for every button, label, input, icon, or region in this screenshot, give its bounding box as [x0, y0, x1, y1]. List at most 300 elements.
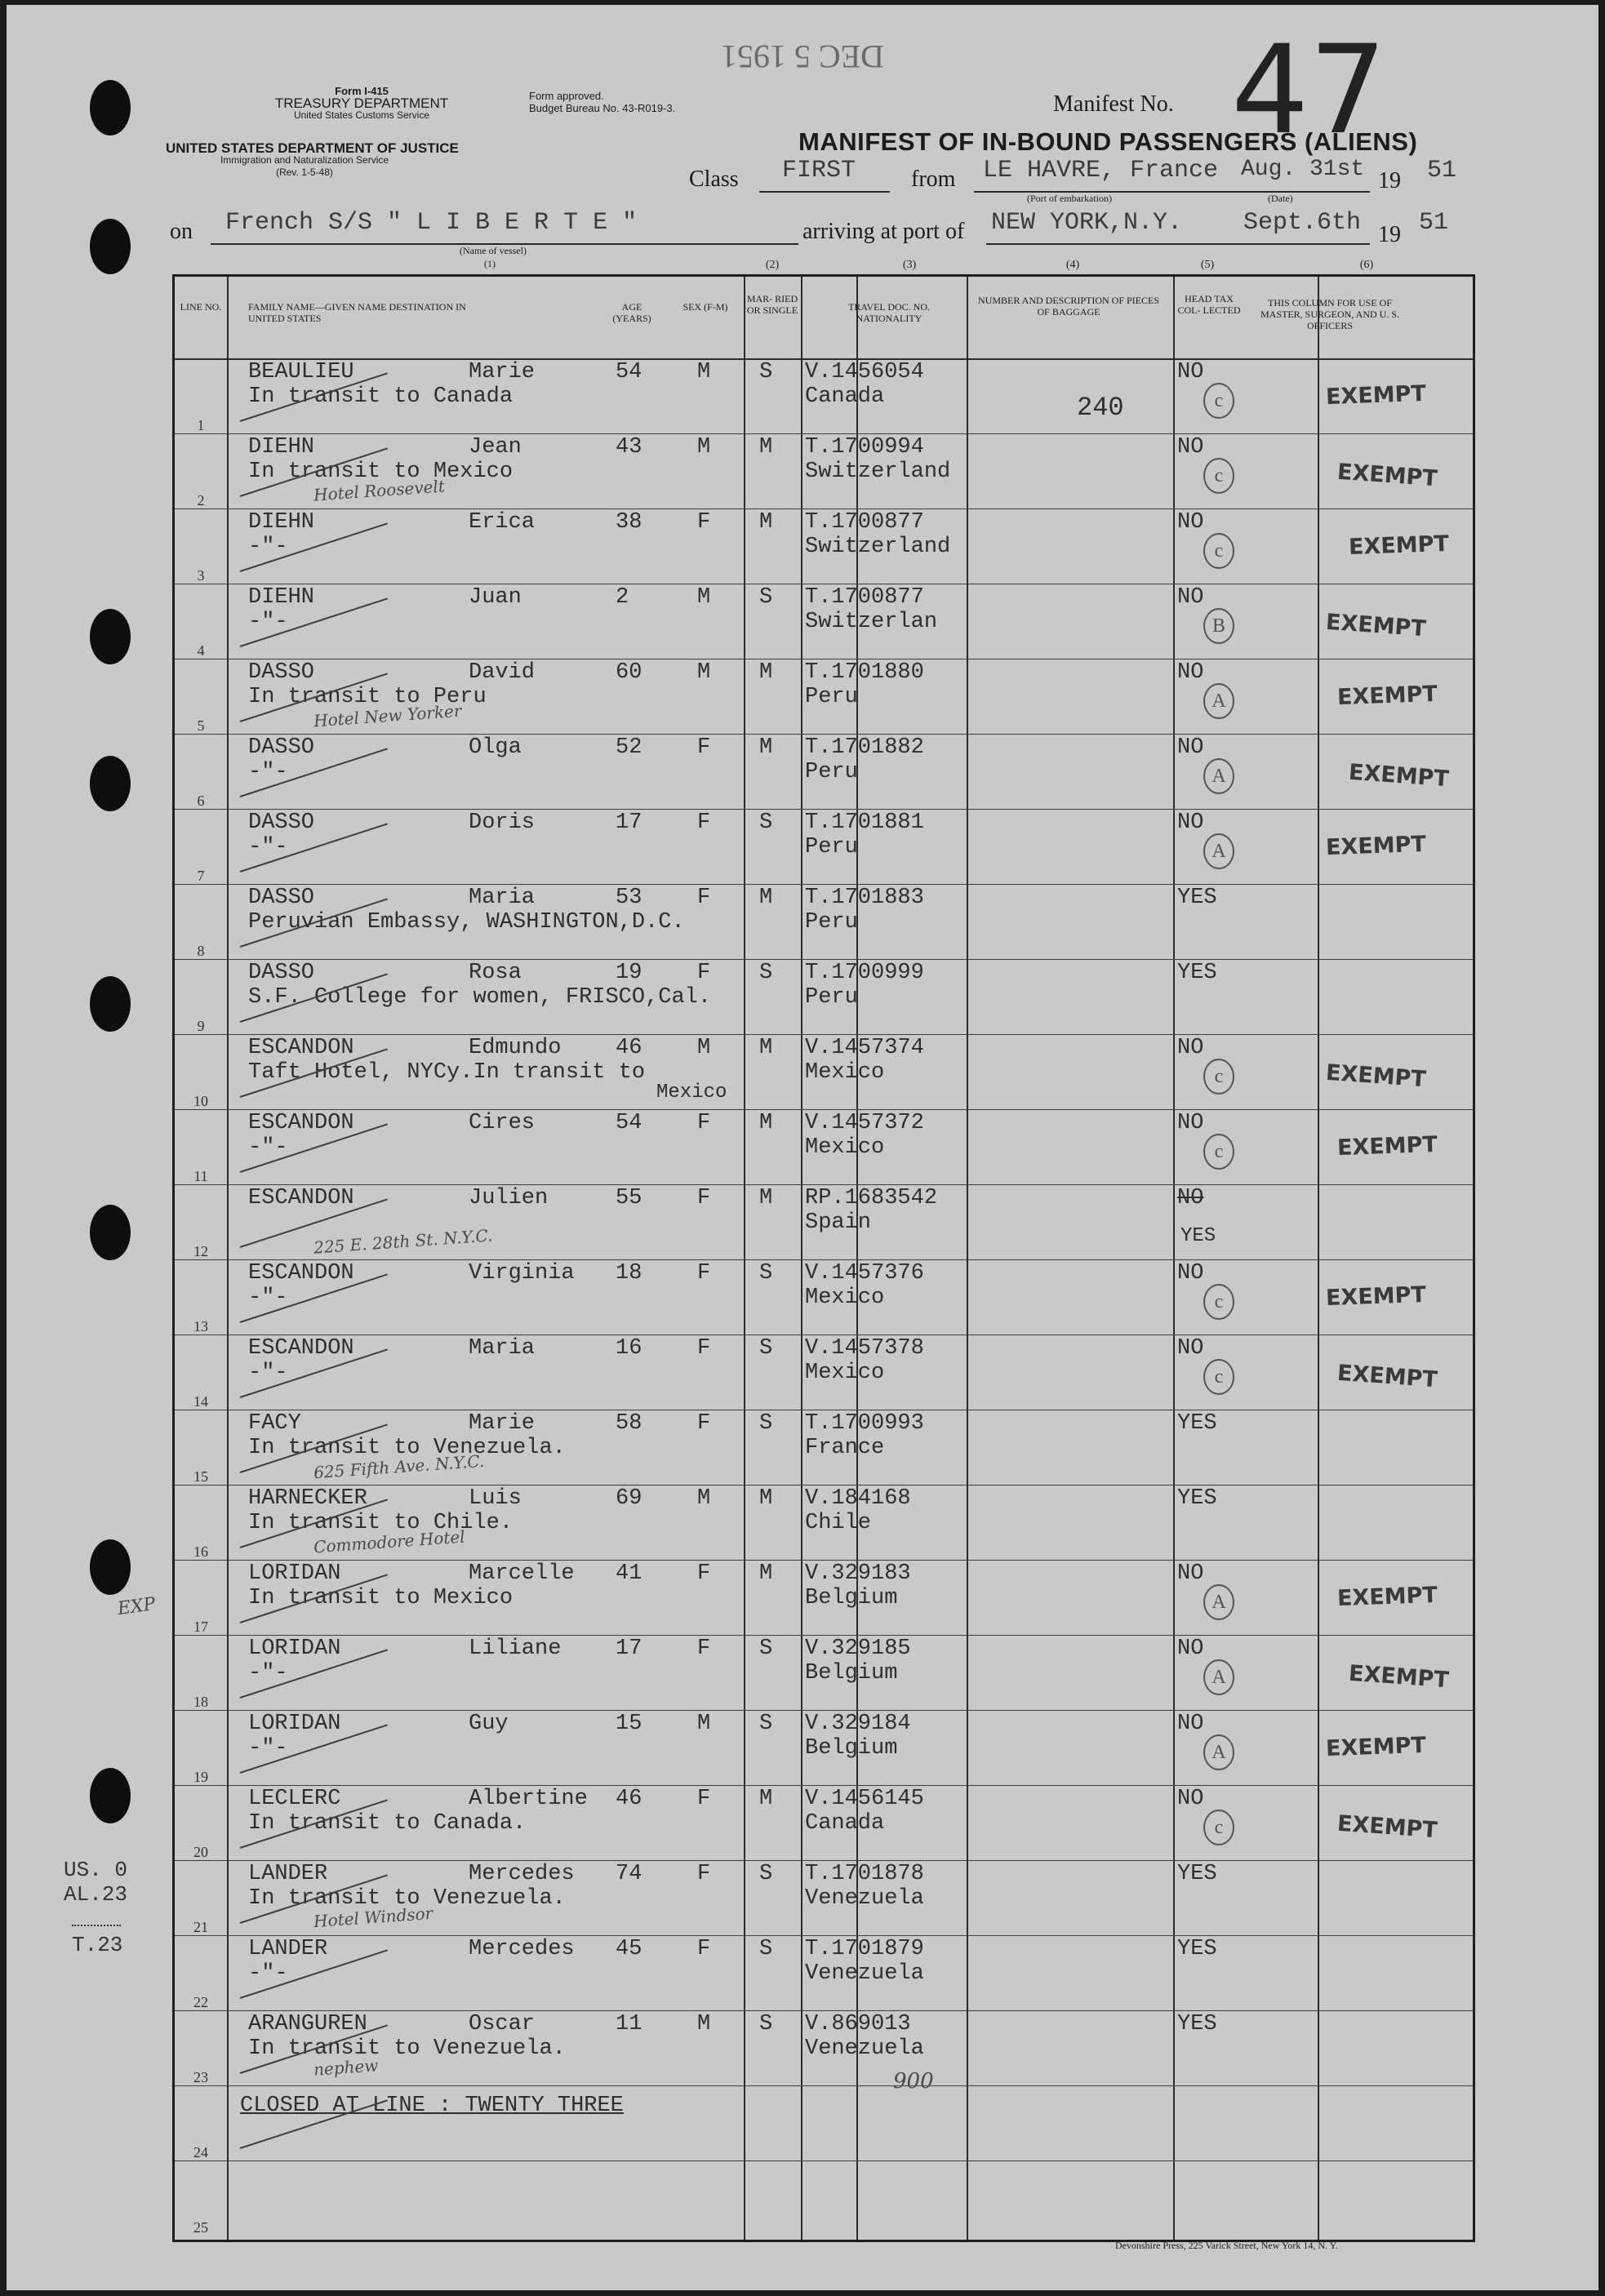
- form-id: Form I-415: [335, 85, 389, 97]
- head-tax: YES: [1177, 886, 1217, 910]
- head-tax: NO: [1177, 1261, 1204, 1286]
- year-suffix-2: 51: [1419, 209, 1449, 237]
- row-divider: [175, 1184, 1473, 1185]
- given-name: Maria: [469, 1336, 536, 1361]
- sex: F: [697, 810, 711, 835]
- head-tax: NO: [1177, 1712, 1204, 1736]
- age: 38: [616, 510, 642, 535]
- table-row: [175, 1785, 1473, 1860]
- exempt-stamp: EXEMPT: [1336, 1131, 1438, 1161]
- table-row: [175, 1259, 1473, 1335]
- destination: Peruvian Embassy, WASHINGTON,D.C.: [248, 910, 685, 935]
- family-name: ARANGUREN: [248, 2012, 367, 2036]
- margin-tally-1: US. 0: [64, 1858, 128, 1882]
- nationality: Spain: [805, 1210, 872, 1235]
- travel-doc-number: T.1700877: [805, 585, 924, 610]
- from-port: LE HAVRE, France: [983, 157, 1219, 184]
- destination: In transit to Mexico: [248, 1586, 514, 1610]
- marital-status: M: [759, 1787, 773, 1811]
- destination: -"-: [248, 535, 288, 559]
- given-name: Mercedes: [469, 1937, 575, 1961]
- col-head-tax: HEAD TAX COL- LECTED: [1177, 293, 1241, 316]
- age: 60: [616, 660, 642, 685]
- table-row: [175, 1184, 1473, 1259]
- head-tax: YES: [1177, 961, 1217, 985]
- row-divider: [175, 809, 1473, 810]
- age: 15: [616, 1712, 642, 1736]
- destination: -"-: [248, 1361, 288, 1385]
- row-divider: [175, 508, 1473, 509]
- inspection-mark: A: [1203, 1734, 1234, 1770]
- arriving-label: arriving at port of: [802, 219, 965, 244]
- handwritten-note: Hotel Roosevelt: [313, 476, 446, 505]
- row-divider: [175, 1860, 1473, 1861]
- table-row: [175, 884, 1473, 959]
- travel-doc-number: V.1456145: [805, 1787, 924, 1811]
- sex: F: [697, 1787, 711, 1811]
- travel-doc-number: V.1457376: [805, 1261, 924, 1286]
- revision: (Rev. 1-5-48): [276, 167, 333, 178]
- nationality: Switzerland: [805, 460, 951, 484]
- inspection-mark: c: [1203, 1134, 1234, 1170]
- head-tax: NO: [1177, 1111, 1204, 1135]
- nationality: Venezuela: [805, 1961, 924, 1986]
- sex: F: [697, 1862, 711, 1886]
- marital-status: M: [759, 1036, 773, 1060]
- exempt-stamp: EXEMPT: [1336, 1360, 1438, 1393]
- travel-doc-number: V.329183: [805, 1561, 911, 1586]
- table-row: [175, 1485, 1473, 1560]
- manifest-sheet: [7, 5, 1598, 2290]
- family-name: HARNECKER: [248, 1486, 367, 1511]
- family-name: LORIDAN: [248, 1561, 341, 1586]
- col-number: (2): [765, 259, 780, 271]
- marital-status: M: [759, 1111, 773, 1135]
- family-name: LANDER: [248, 1862, 328, 1886]
- head-tax: NO: [1177, 1561, 1204, 1586]
- sex: F: [697, 1111, 711, 1135]
- marital-status: M: [759, 660, 773, 685]
- line-number: 10: [193, 1093, 208, 1109]
- head-tax: NO: [1177, 735, 1204, 760]
- exempt-stamp: EXEMPT: [1348, 759, 1450, 793]
- from-label: from: [911, 167, 956, 192]
- travel-doc-number: V.329185: [805, 1637, 911, 1661]
- row-divider: [175, 884, 1473, 885]
- age: 46: [616, 1787, 642, 1811]
- handwritten-note: Hotel Windsor: [313, 1903, 433, 1932]
- inspection-mark: c: [1203, 533, 1234, 569]
- sex: F: [697, 1937, 711, 1961]
- age: 45: [616, 1937, 642, 1961]
- table-row: [175, 358, 1473, 433]
- passenger-table: [172, 259, 1475, 2242]
- table-row: [175, 1710, 1473, 1785]
- destination: -"-: [248, 1736, 288, 1761]
- inspection-mark: A: [1203, 833, 1234, 869]
- marital-status: S: [759, 1712, 773, 1736]
- row-divider: [175, 2010, 1473, 2011]
- handwritten-note: Commodore Hotel: [313, 1526, 466, 1557]
- line-number: 24: [193, 2144, 208, 2161]
- marital-status: S: [759, 1862, 773, 1886]
- vessel-name: French S/S " L I B E R T E ": [225, 209, 638, 237]
- travel-doc-number: T.1701883: [805, 886, 924, 910]
- destination-continued: Mexico: [656, 1081, 727, 1104]
- exempt-stamp: EXEMPT: [1336, 1582, 1438, 1612]
- line-number: 21: [193, 1919, 208, 1935]
- given-name: Luis: [469, 1486, 522, 1511]
- travel-doc-number: V.329184: [805, 1712, 911, 1736]
- line-number: 17: [193, 1619, 208, 1635]
- table-row: [175, 959, 1473, 1034]
- col-head-baggage: NUMBER AND DESCRIPTION OF PIECES OF BAGGAGE: [977, 295, 1160, 318]
- marital-status: S: [759, 585, 773, 610]
- year-prefix-1: 19: [1378, 168, 1401, 193]
- sex: M: [697, 585, 711, 610]
- ins-service: Immigration and Naturalization Service: [220, 154, 389, 166]
- given-name: Oscar: [469, 2012, 536, 2036]
- arrival-underline: [986, 243, 1370, 245]
- inspection-mark: A: [1203, 1584, 1234, 1620]
- table-row: [175, 1109, 1473, 1184]
- inspection-mark: c: [1203, 458, 1234, 494]
- departure-date: Aug. 31st: [1241, 157, 1365, 182]
- given-name: Julien: [469, 1186, 549, 1210]
- table-row: [175, 1560, 1473, 1635]
- customs-service: United States Customs Service: [293, 109, 430, 121]
- inspection-mark: A: [1203, 758, 1234, 794]
- line-number: 1: [197, 417, 205, 433]
- table-row: [175, 584, 1473, 659]
- nationality: Peru: [805, 835, 858, 859]
- travel-doc-number: T.1700993: [805, 1411, 924, 1436]
- destination: -"-: [248, 610, 288, 634]
- marital-status: M: [759, 510, 773, 535]
- age: 46: [616, 1036, 642, 1060]
- row-divider: [175, 1485, 1473, 1486]
- given-name: Guy: [469, 1712, 509, 1736]
- margin-tally-2: AL.23: [64, 1882, 128, 1907]
- family-name: DIEHN: [248, 435, 315, 460]
- family-name: DIEHN: [248, 585, 315, 610]
- margin-exp-note: EXP: [116, 1593, 158, 1620]
- handwritten-note: Hotel New Yorker: [313, 700, 463, 731]
- printer-footer: Devonshire Press, 225 Varick Street, New York 14, N. Y.: [1115, 2240, 1338, 2251]
- exempt-stamp: EXEMPT: [1325, 1059, 1427, 1093]
- given-name: Marcelle: [469, 1561, 575, 1586]
- destination: -"-: [248, 1961, 288, 1986]
- travel-doc-number: V.1457372: [805, 1111, 924, 1135]
- table-row: [175, 508, 1473, 584]
- travel-doc-number: T.1701882: [805, 735, 924, 760]
- family-name: DASSO: [248, 735, 315, 760]
- col-head-age: AGE (YEARS): [612, 301, 651, 324]
- family-name: BEAULIEU: [248, 360, 354, 384]
- nationality: Belgium: [805, 1661, 898, 1685]
- table-row: [175, 433, 1473, 508]
- line-number: 22: [193, 1994, 208, 2010]
- col-number: (4): [1065, 259, 1080, 271]
- sex: M: [697, 1486, 711, 1511]
- given-name: Virginia: [469, 1261, 575, 1286]
- given-name: Doris: [469, 810, 536, 835]
- family-name: FACY: [248, 1411, 301, 1436]
- head-tax: NO: [1177, 510, 1204, 535]
- sex: M: [697, 435, 711, 460]
- family-name: ESCANDON: [248, 1261, 354, 1286]
- marital-status: M: [759, 435, 773, 460]
- row-divider: [175, 959, 1473, 960]
- age: 17: [616, 1637, 642, 1661]
- binder-hole: [90, 756, 131, 811]
- exempt-stamp: EXEMPT: [1336, 459, 1438, 492]
- line-number: 7: [197, 868, 205, 884]
- binder-hole: [90, 1205, 131, 1260]
- year-prefix-2: 19: [1378, 222, 1401, 247]
- family-name: LORIDAN: [248, 1637, 341, 1661]
- col-head-travel: TRAVEL DOC. NO. NATIONALITY: [847, 301, 930, 324]
- marital-status: M: [759, 735, 773, 760]
- age: 52: [616, 735, 642, 760]
- binder-hole: [90, 1768, 131, 1823]
- row-divider: [175, 734, 1473, 735]
- nationality: Canada: [805, 1811, 885, 1836]
- nationality: Switzerland: [805, 535, 951, 559]
- margin-tally-3: T.23: [72, 1933, 123, 1957]
- destination: In transit to Venezuela.: [248, 1886, 566, 1911]
- destination: In transit to Canada: [248, 384, 514, 409]
- inspection-mark: c: [1203, 1359, 1234, 1395]
- family-name: DASSO: [248, 810, 315, 835]
- nationality: France: [805, 1436, 885, 1460]
- inspection-mark: c: [1203, 1059, 1234, 1095]
- nationality: Belgium: [805, 1736, 898, 1761]
- travel-doc-number: T.1701878: [805, 1862, 924, 1886]
- age: 18: [616, 1261, 642, 1286]
- line-number: 25: [193, 2219, 208, 2236]
- given-name: Liliane: [469, 1637, 562, 1661]
- row-divider: [175, 1109, 1473, 1110]
- given-name: Cires: [469, 1111, 536, 1135]
- row-divider: [175, 1560, 1473, 1561]
- col-head-sex: SEX (F-M): [682, 301, 728, 313]
- inspection-mark: c: [1203, 1284, 1234, 1320]
- binder-hole: [90, 609, 131, 664]
- line-number: 15: [193, 1468, 208, 1485]
- line-number: 5: [197, 717, 205, 734]
- line-number: 9: [197, 1018, 205, 1034]
- exempt-stamp: EXEMPT: [1325, 380, 1427, 411]
- age: 74: [616, 1862, 642, 1886]
- destination: -"-: [248, 835, 288, 859]
- head-tax: YES: [1177, 2012, 1217, 2036]
- head-tax: NO: [1177, 1637, 1204, 1661]
- family-name: DIEHN: [248, 510, 315, 535]
- exempt-stamp: EXEMPT: [1348, 1660, 1450, 1694]
- travel-doc-number: V.869013: [805, 2012, 911, 2036]
- col-head-married: MAR- RIED OR SINGLE: [746, 293, 798, 316]
- marital-status: M: [759, 1186, 773, 1210]
- age: 19: [616, 961, 642, 985]
- given-name: Mercedes: [469, 1862, 575, 1886]
- marital-status: S: [759, 810, 773, 835]
- line-number: 2: [197, 492, 205, 508]
- given-name: Erica: [469, 510, 536, 535]
- nationality: Venezuela: [805, 2036, 924, 2061]
- received-date-stamp: DEC 5 1951: [721, 38, 884, 75]
- sex: F: [697, 1186, 711, 1210]
- family-name: LECLERC: [248, 1787, 341, 1811]
- row-divider: [175, 2085, 1473, 2086]
- line-number: 20: [193, 1844, 208, 1860]
- arrival-port: NEW YORK,N.Y.: [991, 209, 1183, 237]
- nationality: Peru: [805, 910, 858, 935]
- nationality: Switzerlan: [805, 610, 938, 634]
- age: 69: [616, 1486, 642, 1511]
- marital-status: M: [759, 1561, 773, 1586]
- age: 54: [616, 1111, 642, 1135]
- line-number: 4: [197, 642, 205, 659]
- exempt-stamp: EXEMPT: [1336, 681, 1438, 711]
- arrival-date: Sept.6th: [1243, 209, 1362, 237]
- row-divider: [175, 1710, 1473, 1711]
- col-head-officers: THIS COLUMN FOR USE OF MASTER, SURGEON, AND U. S. OFFICERS: [1260, 297, 1400, 331]
- table-row: [175, 1635, 1473, 1710]
- class-underline: [759, 191, 890, 193]
- marital-status: M: [759, 1486, 773, 1511]
- manifest-title: MANIFEST OF IN-BOUND PASSENGERS (ALIENS): [798, 127, 1418, 156]
- sex: M: [697, 1712, 711, 1736]
- age: 11: [616, 2012, 642, 2036]
- marital-status: M: [759, 886, 773, 910]
- inspection-mark: c: [1203, 383, 1234, 419]
- marital-status: S: [759, 2012, 773, 2036]
- sex: F: [697, 510, 711, 535]
- justice-dept: UNITED STATES DEPARTMENT OF JUSTICE: [166, 140, 459, 156]
- exempt-stamp: EXEMPT: [1325, 1281, 1427, 1312]
- handwritten-note: 225 E. 28th St. N.Y.C.: [313, 1225, 494, 1258]
- given-name: Marie: [469, 360, 536, 384]
- head-tax: YES: [1177, 1862, 1217, 1886]
- vessel-col-number: (1): [484, 258, 496, 269]
- vessel-caption: (Name of vessel): [460, 245, 527, 256]
- col-number: (3): [902, 259, 917, 271]
- nationality: Peru: [805, 985, 858, 1010]
- date-caption: (Date): [1268, 193, 1293, 204]
- sex: F: [697, 886, 711, 910]
- destination: Taft Hotel, NYCy.In transit to: [248, 1060, 646, 1085]
- line-number: 12: [193, 1243, 208, 1259]
- age: 53: [616, 886, 642, 910]
- form-header: [243, 85, 480, 122]
- binder-hole: [90, 1539, 131, 1595]
- line-number: 16: [193, 1543, 208, 1560]
- sex: F: [697, 1411, 711, 1436]
- nationality: Peru: [805, 685, 858, 709]
- exempt-stamp: EXEMPT: [1325, 609, 1427, 642]
- age: 41: [616, 1561, 642, 1586]
- given-name: Albertine: [469, 1787, 588, 1811]
- table-row: [175, 2010, 1473, 2085]
- sex: F: [697, 1637, 711, 1661]
- sex: M: [697, 360, 711, 384]
- baggage-count: 240: [1077, 393, 1124, 423]
- head-tax: NO: [1177, 1186, 1204, 1210]
- table-row: [175, 734, 1473, 809]
- marital-status: S: [759, 1937, 773, 1961]
- table-row: [175, 2161, 1473, 2236]
- line-number: 14: [193, 1393, 208, 1410]
- sex: F: [697, 735, 711, 760]
- manifest-number-label: Manifest No.: [1053, 91, 1174, 117]
- nationality: Canada: [805, 384, 885, 409]
- family-name: DASSO: [248, 660, 315, 685]
- inspection-mark: A: [1203, 1659, 1234, 1695]
- marital-status: S: [759, 1411, 773, 1436]
- head-tax: NO: [1177, 810, 1204, 835]
- given-name: Jean: [469, 435, 522, 460]
- table-row: [175, 1410, 1473, 1485]
- row-divider: [175, 1935, 1473, 1936]
- budget-number: Budget Bureau No. 43-R019-3.: [529, 102, 676, 114]
- manifest-number: 47: [1231, 20, 1387, 162]
- nationality: Belgium: [805, 1586, 898, 1610]
- col-head-name: FAMILY NAME—GIVEN NAME DESTINATION IN UNITED STATES: [248, 301, 466, 324]
- exempt-stamp: EXEMPT: [1336, 1810, 1438, 1844]
- line-number: 19: [193, 1769, 208, 1785]
- table-row: [175, 659, 1473, 734]
- class-label: Class: [689, 167, 739, 192]
- age: 2: [616, 585, 629, 610]
- sex: M: [697, 2012, 711, 2036]
- line-number: 3: [197, 567, 205, 584]
- family-name: ESCANDON: [248, 1111, 354, 1135]
- age: 54: [616, 360, 642, 384]
- line-number: 11: [193, 1168, 208, 1184]
- destination: In transit to Peru: [248, 685, 487, 709]
- destination: -"-: [248, 760, 288, 784]
- nationality: Mexico: [805, 1135, 885, 1160]
- travel-doc-number: V.1456054: [805, 360, 924, 384]
- travel-doc-number: V.184168: [805, 1486, 911, 1511]
- handwritten-note: nephew: [313, 2055, 380, 2080]
- given-name: Rosa: [469, 961, 522, 985]
- family-name: LANDER: [248, 1937, 328, 1961]
- line-number: 6: [197, 793, 205, 809]
- table-row: [175, 1935, 1473, 2010]
- sex: F: [697, 1336, 711, 1361]
- destination: In transit to Chile.: [248, 1511, 514, 1535]
- binder-hole: [90, 80, 131, 135]
- destination: S.F. College for women, FRISCO,Cal.: [248, 985, 712, 1010]
- sex: F: [697, 1261, 711, 1286]
- nationality: Chile: [805, 1511, 872, 1535]
- nationality: Mexico: [805, 1361, 885, 1385]
- row-divider: [175, 1259, 1473, 1260]
- sex: M: [697, 660, 711, 685]
- table-row: [175, 1335, 1473, 1410]
- head-tax: NO: [1177, 660, 1204, 685]
- head-tax: NO: [1177, 1787, 1204, 1811]
- marital-status: S: [759, 360, 773, 384]
- destination: In transit to Mexico: [248, 460, 514, 484]
- inspection-mark: B: [1203, 608, 1234, 644]
- family-name: ESCANDON: [248, 1186, 354, 1210]
- age: 43: [616, 435, 642, 460]
- marital-status: S: [759, 961, 773, 985]
- row-divider: [175, 433, 1473, 434]
